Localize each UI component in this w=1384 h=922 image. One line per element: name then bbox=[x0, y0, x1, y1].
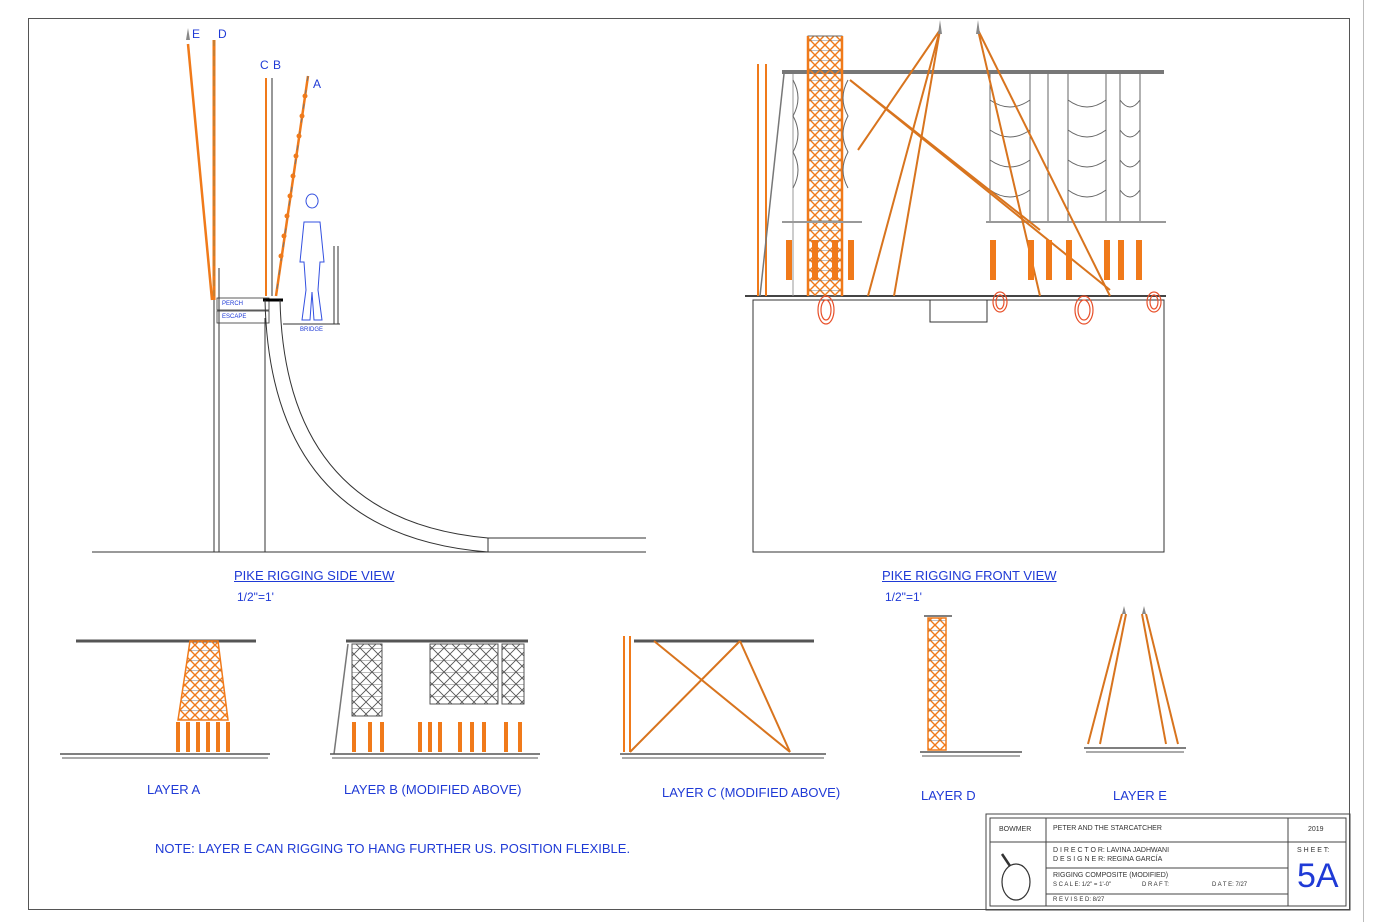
title-block-date: D A T E: 7/27 bbox=[1212, 882, 1248, 888]
layer-b-drawing bbox=[330, 641, 540, 758]
pipe-label-d: D bbox=[218, 27, 227, 41]
title-block-revised: R E V I S E D: 8/27 bbox=[1053, 897, 1105, 903]
pipe-label-b: B bbox=[273, 58, 282, 72]
title-block-year: 2019 bbox=[1308, 826, 1324, 833]
title-block-draft: D R A F T: bbox=[1142, 882, 1169, 888]
title-block-logo-mark bbox=[1002, 854, 1030, 900]
title-block-sheet-label: S H E E T: bbox=[1297, 847, 1330, 854]
title-block-production: PETER AND THE STARCATCHER bbox=[1053, 825, 1162, 832]
bridge-label: BRIDGE bbox=[300, 327, 324, 333]
front-view-scale: 1/2"=1' bbox=[885, 590, 922, 604]
title-block-logo-name: BOWMER bbox=[999, 826, 1032, 833]
pipe-label-e: E bbox=[192, 27, 201, 41]
layer-a-drawing bbox=[60, 641, 270, 758]
layer-e-drawing bbox=[1084, 606, 1186, 752]
perch-label: PERCH bbox=[222, 301, 244, 307]
side-view-title: PIKE RIGGING SIDE VIEW bbox=[234, 568, 395, 583]
layer-d-drawing bbox=[920, 616, 1022, 756]
front-view-title: PIKE RIGGING FRONT VIEW bbox=[882, 568, 1057, 583]
title-block-frame bbox=[986, 814, 1350, 910]
pipe-label-c: C bbox=[260, 58, 269, 72]
layer-b-label: LAYER B (MODIFIED ABOVE) bbox=[344, 782, 522, 797]
title-block-designer: D E S I G N E R: REGINA GARCÍA bbox=[1053, 856, 1163, 863]
layer-d-label: LAYER D bbox=[921, 788, 976, 803]
escape-label: ESCAPE bbox=[222, 314, 247, 320]
layer-a-label: LAYER A bbox=[147, 782, 201, 797]
title-block-scale: S C A L E: 1/2" = 1'-0" bbox=[1053, 882, 1112, 888]
title-block-sheet-number: 5A bbox=[1297, 857, 1339, 895]
layer-e-note: NOTE: LAYER E CAN RIGGING TO HANG FURTHER US. POSITION FLEXIBLE. bbox=[155, 841, 631, 856]
layer-c-drawing bbox=[620, 636, 826, 758]
side-view-drawing bbox=[92, 28, 646, 552]
title-block-director: D I R E C T O R: LAVINA JADHWANI bbox=[1053, 847, 1170, 854]
layer-e-label: LAYER E bbox=[1113, 788, 1167, 803]
title-block-drawing-title: RIGGING COMPOSITE (MODIFIED) bbox=[1053, 872, 1169, 879]
side-view-scale: 1/2"=1' bbox=[237, 590, 274, 604]
layer-c-label: LAYER C (MODIFIED ABOVE) bbox=[662, 785, 841, 800]
pipe-label-a: A bbox=[313, 77, 322, 91]
front-view-drawing bbox=[745, 20, 1166, 552]
